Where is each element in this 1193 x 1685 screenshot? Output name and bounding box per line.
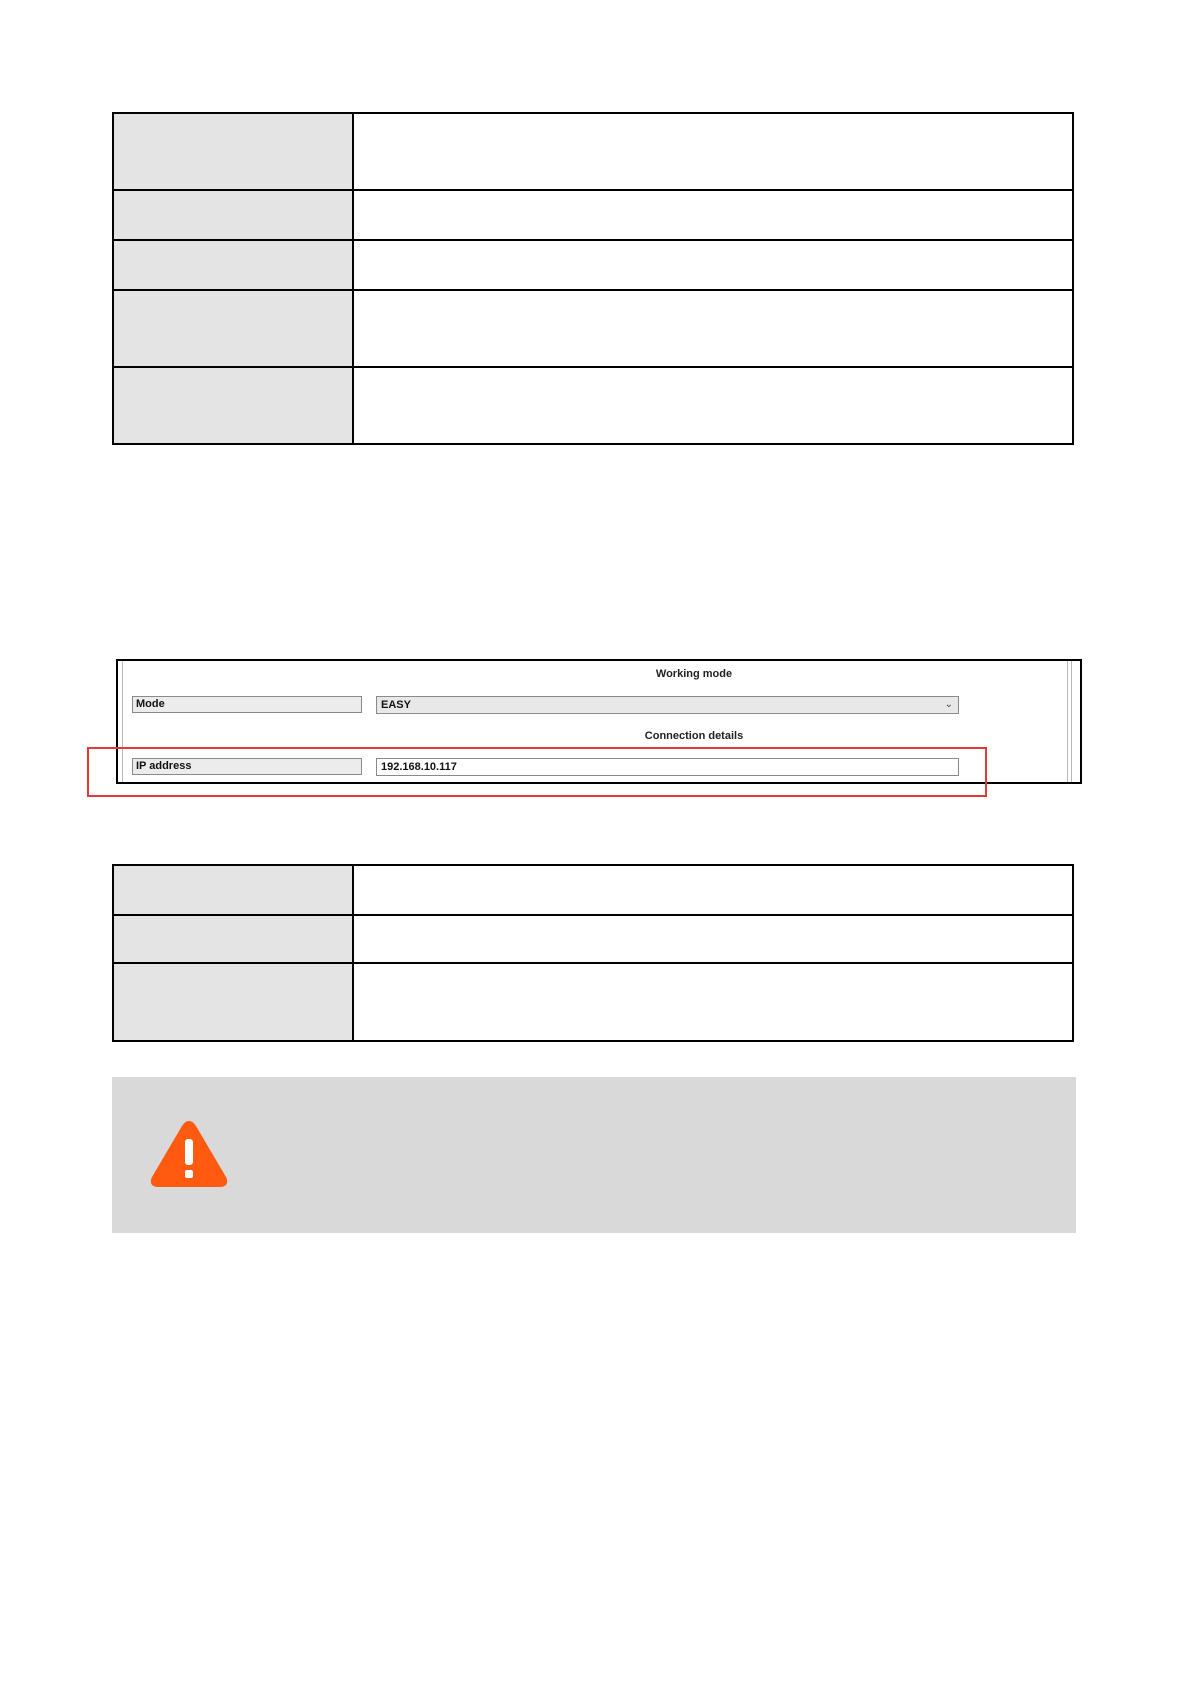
warning-note <box>112 1077 1076 1233</box>
ip-address-label: IP address <box>132 758 362 775</box>
table-key-cell <box>113 865 353 915</box>
table-key-cell <box>113 963 353 1041</box>
table-key-cell <box>113 190 353 240</box>
warning-triangle-icon <box>149 1117 229 1189</box>
mode-select[interactable] <box>376 696 959 714</box>
ip-highlight-frame <box>87 747 987 797</box>
table-row <box>113 113 1073 190</box>
table-value-cell <box>353 290 1073 367</box>
table-row <box>113 290 1073 367</box>
table-row <box>113 915 1073 963</box>
chevron-down-icon[interactable]: ⌄ <box>944 699 953 710</box>
working-mode-header: Working mode <box>655 668 733 680</box>
table-value-cell <box>353 113 1073 190</box>
ip-address-input[interactable]: 192.168.10.117 <box>376 758 959 776</box>
table-value-cell <box>353 190 1073 240</box>
table-key-cell <box>113 240 353 290</box>
table-row <box>113 240 1073 290</box>
table-value-cell <box>353 963 1073 1041</box>
table-row <box>113 865 1073 915</box>
table-key-cell <box>113 290 353 367</box>
table-key-cell <box>113 113 353 190</box>
table-value-cell <box>353 240 1073 290</box>
top-info-table <box>112 112 1074 445</box>
bottom-info-table <box>112 864 1074 1042</box>
table-row <box>113 190 1073 240</box>
table-value-cell <box>353 865 1073 915</box>
mode-select-value: EASY <box>381 699 411 711</box>
table-value-cell <box>353 915 1073 963</box>
table-key-cell <box>113 367 353 444</box>
connection-details-header: Connection details <box>644 730 744 742</box>
table-value-cell <box>353 367 1073 444</box>
table-key-cell <box>113 915 353 963</box>
table-row <box>113 963 1073 1041</box>
table-row <box>113 367 1073 444</box>
mode-label: Mode <box>132 696 362 713</box>
